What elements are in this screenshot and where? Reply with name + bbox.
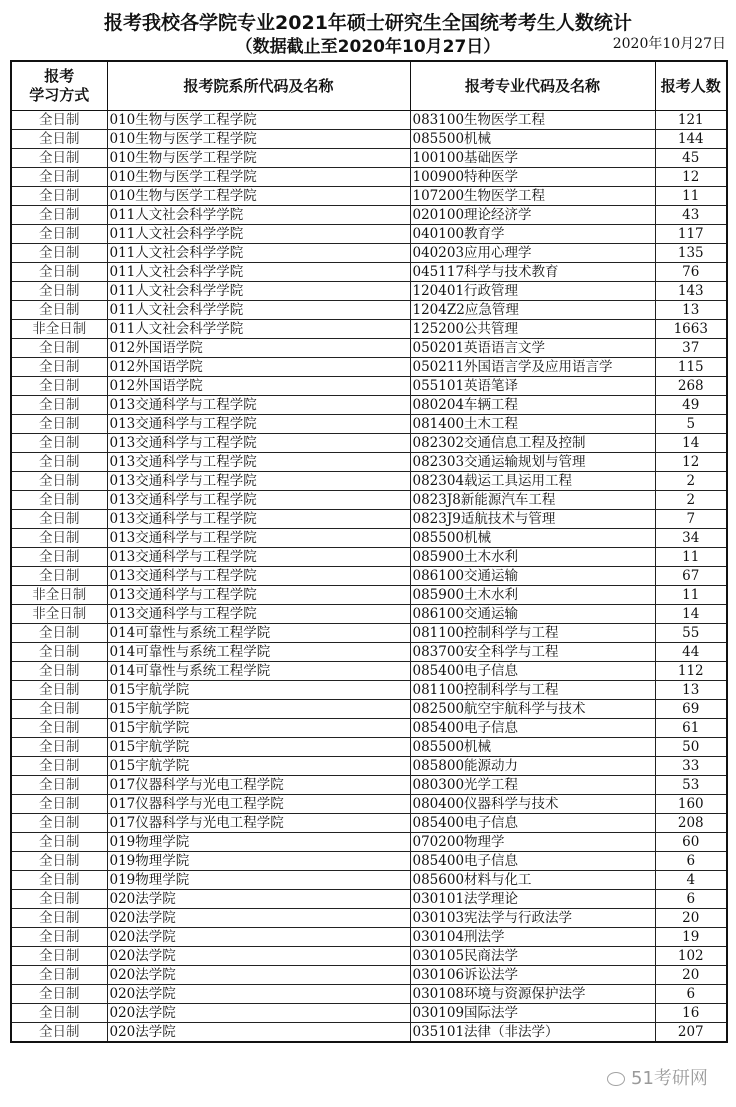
count-cell: 50 [655,738,727,757]
department-cell: 020法学院 [107,1023,410,1043]
department-cell: 020法学院 [107,909,410,928]
table-row [11,206,727,225]
study-mode-cell: 全日制 [11,890,107,909]
department-cell: 013交通科学与工程学院 [107,434,410,453]
study-mode-cell: 全日制 [11,871,107,890]
count-cell: 7 [655,510,727,529]
table-row [11,434,727,453]
table-row [11,776,727,795]
count-cell: 160 [655,795,727,814]
table-row [11,890,727,909]
department-cell: 011人文社会科学学院 [107,263,410,282]
department-cell: 011人文社会科学学院 [107,282,410,301]
count-cell: 34 [655,529,727,548]
study-mode-cell: 全日制 [11,282,107,301]
column-header-major: 报考专业代码及名称 [410,61,655,111]
study-mode-cell: 全日制 [11,643,107,662]
count-cell: 76 [655,263,727,282]
study-mode-cell: 全日制 [11,339,107,358]
count-cell: 6 [655,985,727,1004]
count-cell: 43 [655,206,727,225]
department-cell: 011人文社会科学学院 [107,225,410,244]
count-cell: 208 [655,814,727,833]
table-row [11,909,727,928]
major-cell: 085400电子信息 [410,719,655,738]
study-mode-cell: 全日制 [11,396,107,415]
table-header-row [11,61,727,111]
table-row [11,377,727,396]
department-cell: 013交通科学与工程学院 [107,605,410,624]
count-cell: 11 [655,586,727,605]
major-cell: 085900土木水利 [410,586,655,605]
study-mode-cell: 全日制 [11,681,107,700]
major-cell: 080300光学工程 [410,776,655,795]
study-mode-cell: 全日制 [11,453,107,472]
count-cell: 143 [655,282,727,301]
major-cell: 050201英语语言文学 [410,339,655,358]
table-row [11,814,727,833]
major-cell: 081100控制科学与工程 [410,681,655,700]
table-row [11,624,727,643]
count-cell: 268 [655,377,727,396]
study-mode-cell: 全日制 [11,225,107,244]
table-row [11,833,727,852]
study-mode-cell: 全日制 [11,491,107,510]
department-cell: 013交通科学与工程学院 [107,415,410,434]
count-cell: 6 [655,852,727,871]
table-row [11,586,727,605]
table-row [11,852,727,871]
department-cell: 020法学院 [107,1004,410,1023]
major-cell: 100100基础医学 [410,149,655,168]
document-title: 报考我校各学院专业2021年硕士研究生全国统考考生人数统计 [104,12,632,34]
count-cell: 112 [655,662,727,681]
major-cell: 080400仪器科学与技术 [410,795,655,814]
table-row [11,662,727,681]
department-cell: 020法学院 [107,928,410,947]
major-cell: 030101法学理论 [410,890,655,909]
department-cell: 011人文社会科学学院 [107,320,410,339]
study-mode-cell: 全日制 [11,795,107,814]
count-cell: 5 [655,415,727,434]
major-cell: 083700安全科学与工程 [410,643,655,662]
count-cell: 69 [655,700,727,719]
major-cell: 100900特种医学 [410,168,655,187]
column-header-count: 报考人数 [655,61,727,111]
department-cell: 012外国语学院 [107,339,410,358]
count-cell: 4 [655,871,727,890]
study-mode-cell: 非全日制 [11,605,107,624]
department-cell: 013交通科学与工程学院 [107,567,410,586]
department-cell: 015宇航学院 [107,681,410,700]
study-mode-cell: 全日制 [11,548,107,567]
column-header-line: 报考 [44,67,75,85]
count-cell: 44 [655,643,727,662]
department-cell: 020法学院 [107,966,410,985]
count-cell: 121 [655,111,727,130]
department-cell: 015宇航学院 [107,757,410,776]
study-mode-cell: 全日制 [11,738,107,757]
major-cell: 081100控制科学与工程 [410,624,655,643]
table-row [11,700,727,719]
department-cell: 015宇航学院 [107,700,410,719]
study-mode-cell: 全日制 [11,567,107,586]
count-cell: 14 [655,605,727,624]
count-cell: 61 [655,719,727,738]
table-row [11,643,727,662]
document-date: 2020年10月27日 [612,36,726,52]
table-row [11,225,727,244]
study-mode-cell: 全日制 [11,510,107,529]
department-cell: 014可靠性与系统工程学院 [107,624,410,643]
study-mode-cell: 全日制 [11,244,107,263]
major-cell: 125200公共管理 [410,320,655,339]
department-cell: 017仪器科学与光电工程学院 [107,776,410,795]
major-cell: 080204车辆工程 [410,396,655,415]
table-row [11,947,727,966]
count-cell: 53 [655,776,727,795]
study-mode-cell: 全日制 [11,966,107,985]
study-mode-cell: 全日制 [11,1023,107,1043]
major-cell: 055101英语笔译 [410,377,655,396]
table-row [11,491,727,510]
department-cell: 011人文社会科学学院 [107,244,410,263]
department-cell: 017仪器科学与光电工程学院 [107,814,410,833]
major-cell: 086100交通运输 [410,567,655,586]
major-cell: 082302交通信息工程及控制 [410,434,655,453]
study-mode-cell: 全日制 [11,472,107,491]
watermark-text: 51考研网 [631,1068,708,1089]
count-cell: 2 [655,491,727,510]
applicant-statistics-table [10,60,728,1043]
study-mode-cell: 全日制 [11,358,107,377]
count-cell: 12 [655,168,727,187]
study-mode-cell: 全日制 [11,168,107,187]
department-cell: 019物理学院 [107,852,410,871]
count-cell: 102 [655,947,727,966]
department-cell: 013交通科学与工程学院 [107,510,410,529]
major-cell: 035101法律（非法学） [410,1023,655,1043]
table-row [11,795,727,814]
table-row [11,738,727,757]
study-mode-cell: 全日制 [11,1004,107,1023]
major-cell: 050211外国语言学及应用语言学 [410,358,655,377]
major-cell: 030106诉讼法学 [410,966,655,985]
table-row [11,567,727,586]
column-header-line: 学习方式 [29,86,90,104]
count-cell: 1663 [655,320,727,339]
study-mode-cell: 全日制 [11,529,107,548]
department-cell: 017仪器科学与光电工程学院 [107,795,410,814]
table-row [11,320,727,339]
count-cell: 207 [655,1023,727,1043]
count-cell: 33 [655,757,727,776]
major-cell: 086100交通运输 [410,605,655,624]
table-row [11,282,727,301]
column-header-study-mode [11,61,107,111]
department-cell: 013交通科学与工程学院 [107,586,410,605]
watermark [607,1064,708,1090]
table-row [11,472,727,491]
department-cell: 020法学院 [107,985,410,1004]
document-subtitle: （数据截止至2020年10月27日） [235,37,501,57]
table-row [11,681,727,700]
count-cell: 117 [655,225,727,244]
count-cell: 11 [655,548,727,567]
major-cell: 085900土木水利 [410,548,655,567]
study-mode-cell: 全日制 [11,757,107,776]
count-cell: 11 [655,187,727,206]
count-cell: 19 [655,928,727,947]
department-cell: 015宇航学院 [107,738,410,757]
department-cell: 010生物与医学工程学院 [107,149,410,168]
department-cell: 019物理学院 [107,833,410,852]
count-cell: 20 [655,909,727,928]
table-row [11,985,727,1004]
major-cell: 085500机械 [410,738,655,757]
department-cell: 011人文社会科学学院 [107,301,410,320]
department-cell: 012外国语学院 [107,377,410,396]
major-cell: 030103宪法学与行政法学 [410,909,655,928]
table-body [11,111,727,1043]
count-cell: 16 [655,1004,727,1023]
study-mode-cell: 全日制 [11,434,107,453]
department-cell: 014可靠性与系统工程学院 [107,662,410,681]
count-cell: 67 [655,567,727,586]
study-mode-cell: 非全日制 [11,586,107,605]
table-row [11,111,727,130]
major-cell: 085800能源动力 [410,757,655,776]
major-cell: 082500航空宇航科学与技术 [410,700,655,719]
major-cell: 1204Z2应急管理 [410,301,655,320]
study-mode-cell: 全日制 [11,776,107,795]
study-mode-cell: 全日制 [11,149,107,168]
count-cell: 49 [655,396,727,415]
study-mode-cell: 全日制 [11,909,107,928]
major-cell: 085600材料与化工 [410,871,655,890]
major-cell: 020100理论经济学 [410,206,655,225]
department-cell: 011人文社会科学学院 [107,206,410,225]
table-row [11,966,727,985]
column-header-department: 报考院系所代码及名称 [107,61,410,111]
study-mode-cell: 全日制 [11,928,107,947]
department-cell: 013交通科学与工程学院 [107,548,410,567]
department-cell: 010生物与医学工程学院 [107,187,410,206]
table-row [11,168,727,187]
table-row [11,301,727,320]
department-cell: 012外国语学院 [107,358,410,377]
department-cell: 010生物与医学工程学院 [107,130,410,149]
major-cell: 082303交通运输规划与管理 [410,453,655,472]
study-mode-cell: 全日制 [11,111,107,130]
study-mode-cell: 全日制 [11,263,107,282]
major-cell: 081400土木工程 [410,415,655,434]
major-cell: 030104刑法学 [410,928,655,947]
major-cell: 070200物理学 [410,833,655,852]
study-mode-cell: 全日制 [11,852,107,871]
count-cell: 144 [655,130,727,149]
department-cell: 019物理学院 [107,871,410,890]
department-cell: 013交通科学与工程学院 [107,396,410,415]
study-mode-cell: 全日制 [11,206,107,225]
study-mode-cell: 全日制 [11,947,107,966]
study-mode-cell: 全日制 [11,662,107,681]
count-cell: 55 [655,624,727,643]
major-cell: 030109国际法学 [410,1004,655,1023]
major-cell: 082304载运工具运用工程 [410,472,655,491]
count-cell: 6 [655,890,727,909]
department-cell: 013交通科学与工程学院 [107,491,410,510]
study-mode-cell: 全日制 [11,301,107,320]
study-mode-cell: 非全日制 [11,320,107,339]
count-cell: 13 [655,681,727,700]
table-row [11,1023,727,1043]
count-cell: 37 [655,339,727,358]
table-row [11,757,727,776]
major-cell: 085400电子信息 [410,662,655,681]
department-cell: 010生物与医学工程学院 [107,111,410,130]
study-mode-cell: 全日制 [11,985,107,1004]
table-row [11,871,727,890]
table-row [11,928,727,947]
department-cell: 015宇航学院 [107,719,410,738]
table-row [11,719,727,738]
count-cell: 14 [655,434,727,453]
major-cell: 085400电子信息 [410,814,655,833]
study-mode-cell: 全日制 [11,814,107,833]
table-row [11,510,727,529]
study-mode-cell: 全日制 [11,624,107,643]
department-cell: 013交通科学与工程学院 [107,453,410,472]
study-mode-cell: 全日制 [11,415,107,434]
major-cell: 040203应用心理学 [410,244,655,263]
major-cell: 0823J8新能源汽车工程 [410,491,655,510]
table-row [11,339,727,358]
department-cell: 013交通科学与工程学院 [107,529,410,548]
major-cell: 040100教育学 [410,225,655,244]
table-row [11,358,727,377]
department-cell: 020法学院 [107,947,410,966]
table-row [11,529,727,548]
table-row [11,244,727,263]
major-cell: 0823J9适航技术与管理 [410,510,655,529]
table-row [11,605,727,624]
department-cell: 013交通科学与工程学院 [107,472,410,491]
table-row [11,130,727,149]
major-cell: 083100生物医学工程 [410,111,655,130]
table-row [11,396,727,415]
count-cell: 20 [655,966,727,985]
table-row [11,548,727,567]
count-cell: 13 [655,301,727,320]
study-mode-cell: 全日制 [11,187,107,206]
wechat-icon [607,1072,625,1086]
study-mode-cell: 全日制 [11,377,107,396]
count-cell: 12 [655,453,727,472]
major-cell: 085400电子信息 [410,852,655,871]
count-cell: 2 [655,472,727,491]
department-cell: 014可靠性与系统工程学院 [107,643,410,662]
table-row [11,187,727,206]
major-cell: 045117科学与技术教育 [410,263,655,282]
count-cell: 45 [655,149,727,168]
study-mode-cell: 全日制 [11,833,107,852]
study-mode-cell: 全日制 [11,719,107,738]
table-row [11,263,727,282]
department-cell: 020法学院 [107,890,410,909]
table-row [11,149,727,168]
count-cell: 115 [655,358,727,377]
major-cell: 085500机械 [410,529,655,548]
department-cell: 010生物与医学工程学院 [107,168,410,187]
study-mode-cell: 全日制 [11,700,107,719]
table-row [11,453,727,472]
count-cell: 60 [655,833,727,852]
count-cell: 135 [655,244,727,263]
table-row [11,415,727,434]
study-mode-cell: 全日制 [11,130,107,149]
major-cell: 030108环境与资源保护法学 [410,985,655,1004]
table-row [11,1004,727,1023]
major-cell: 107200生物医学工程 [410,187,655,206]
major-cell: 030105民商法学 [410,947,655,966]
major-cell: 085500机械 [410,130,655,149]
major-cell: 120401行政管理 [410,282,655,301]
